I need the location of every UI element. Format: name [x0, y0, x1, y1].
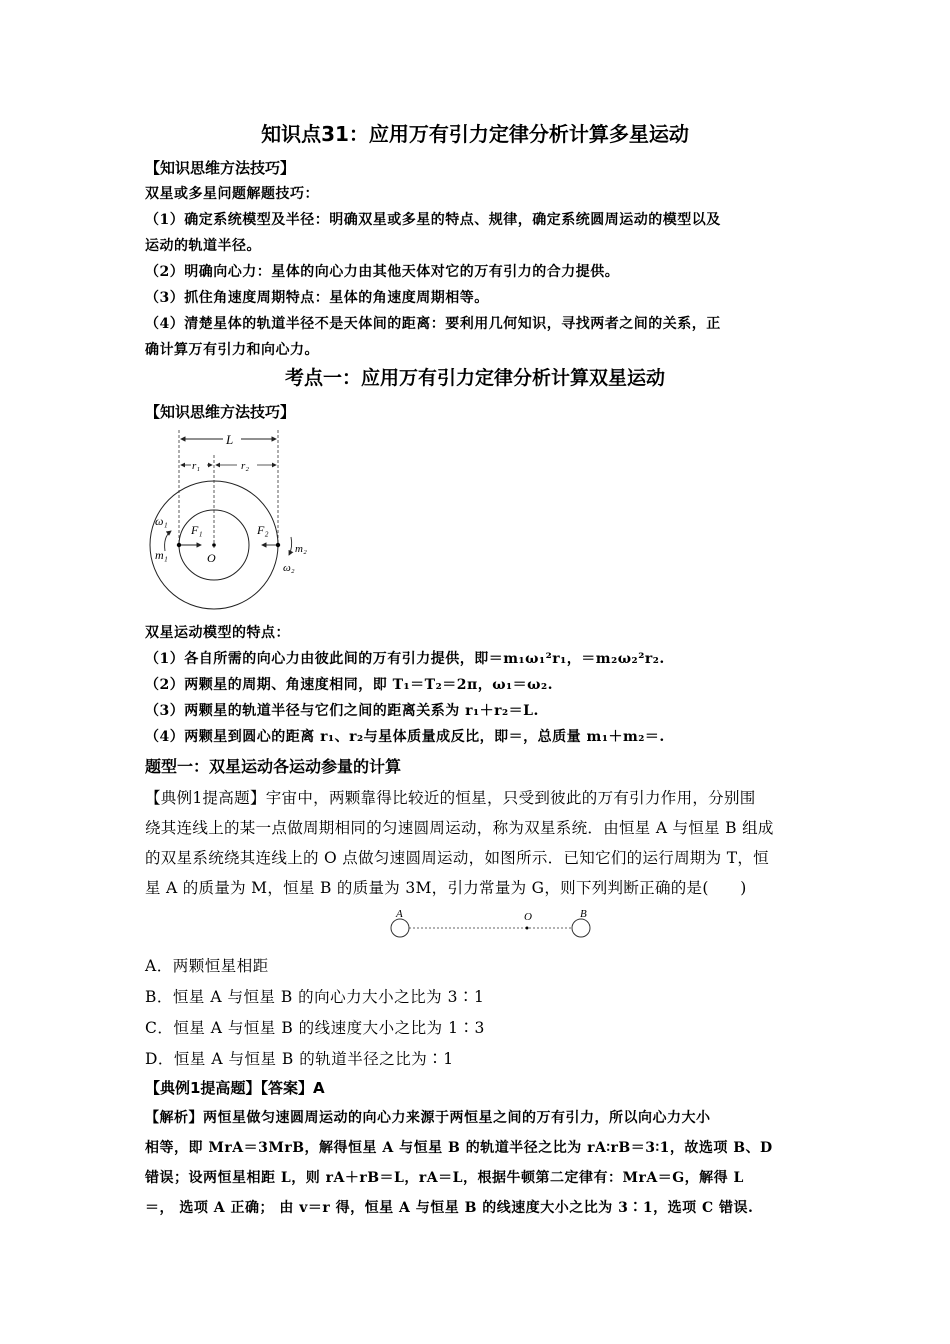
page-title: 知识点31：应用万有引力定律分析计算多星运动 — [261, 122, 689, 146]
solution-line-2: 相等，即 MrA＝3MrB，解得恒星 A 与恒星 B 的轨道半径之比为 rA∶rB＝3∶1，故选项 B、D — [145, 1140, 773, 1156]
tip-1-line-2: 运动的轨道半径。 — [145, 238, 261, 254]
tip-3: （3）抓住角速度周期特点：星体的角速度周期相等。 — [145, 290, 489, 306]
label-m1: m₁ — [155, 548, 168, 562]
star-a — [391, 919, 409, 937]
label-B: B — [580, 908, 587, 920]
tip-2: （2）明确向心力：星体的向心力由其他天体对它的万有引力的合力提供。 — [145, 264, 620, 280]
label-O-center: O — [524, 911, 532, 923]
option-b: B．恒星 A 与恒星 B 的向心力大小之比为 3∶1 — [145, 988, 485, 1006]
feature-4: （4）两颗星到圆心的距离 r₁、r₂与星体质量成反比，即＝，总质量 m₁＋m₂＝. — [145, 729, 665, 745]
label-r1: r₁ — [192, 460, 201, 472]
solution-line-3: 错误；设两恒星相距 L，则 rA＋rB＝L，rA＝L，根据牛顿第二定律有：MrA＝G，解得 L — [145, 1170, 744, 1186]
star-b — [572, 919, 590, 937]
section-heading: 【知识思维方法技巧】 — [145, 159, 296, 177]
label-F1: F₁ — [191, 523, 203, 537]
label-omega1: ω₁ — [155, 514, 168, 528]
tip-1-line-1: （1）确定系统模型及半径：明确双星或多星的特点、规律，确定系统圆周运动的模型以及 — [145, 212, 721, 228]
solution-line-4: ＝， 选项 A 正确； 由 v＝r 得，恒星 A 与恒星 B 的线速度大小之比为 3∶1，选项 C 错误. — [145, 1200, 754, 1216]
feature-3: （3）两颗星的轨道半径与它们之间的距离关系为 r₁＋r₂＝L. — [145, 703, 539, 719]
option-d: D．恒星 A 与恒星 B 的轨道半径之比为∶1 — [145, 1050, 454, 1068]
option-c: C．恒星 A 与恒星 B 的线速度大小之比为 1∶3 — [145, 1019, 485, 1037]
label-F2: F₂ — [257, 523, 269, 537]
solution-line-1: 【解析】两恒星做匀速圆周运动的向心力来源于两恒星之间的万有引力，所以向心力大小 — [145, 1110, 711, 1126]
features-intro: 双星运动模型的特点： — [145, 625, 290, 641]
option-a: A．两颗恒星相距 — [145, 957, 269, 975]
label-L: L — [226, 432, 234, 447]
kaodian-heading: 【知识思维方法技巧】 — [145, 403, 296, 421]
star-m1 — [177, 543, 181, 547]
type-heading: 题型一：双星运动各运动参量的计算 — [145, 757, 402, 776]
binary-star-diagram — [145, 425, 325, 615]
question-line-3: 的双星系统绕其连线上的 O 点做匀速圆周运动，如图所示．已知它们的运行周期为 T，恒 — [145, 849, 769, 867]
question-line-4: 星 A 的质量为 M，恒星 B 的质量为 3M，引力常量为 G，则下列判断正确的是( ) — [145, 879, 747, 897]
label-O: O — [207, 551, 216, 565]
answer-line: 【典例1提高题】【答案】A — [145, 1079, 325, 1097]
tips-intro: 双星或多星问题解题技巧： — [145, 186, 319, 202]
question-line-2: 绕其连线上的某一点做周期相同的匀速圆周运动，称为双星系统．由恒星 A 与恒星 B 组成 — [145, 819, 774, 837]
feature-2: （2）两颗星的周期、角速度相同，即 T₁＝T₂＝2π，ω₁＝ω₂. — [145, 677, 553, 693]
label-A: A — [396, 908, 403, 920]
star-m2 — [276, 543, 280, 547]
stars-ab-diagram — [385, 905, 600, 945]
feature-1: （1）各自所需的向心力由彼此间的万有引力提供，即＝m₁ω₁²r₁，＝m₂ω₂²r₂. — [145, 651, 665, 667]
kaodian-title: 考点一：应用万有引力定律分析计算双星运动 — [284, 367, 665, 389]
tip-4-line-2: 确计算万有引力和向心力。 — [145, 342, 319, 358]
question-line-1: 【典例1提高题】宇宙中，两颗靠得比较近的恒星，只受到彼此的万有引力作用，分别围 — [145, 789, 756, 807]
label-r2: r₂ — [241, 460, 250, 472]
label-omega2: ω₂ — [283, 562, 295, 574]
tip-4-line-1: （4）清楚星体的轨道半径不是天体间的距离：要利用几何知识，寻找两者之间的关系，正 — [145, 316, 721, 332]
label-m2: m₂ — [295, 543, 307, 555]
